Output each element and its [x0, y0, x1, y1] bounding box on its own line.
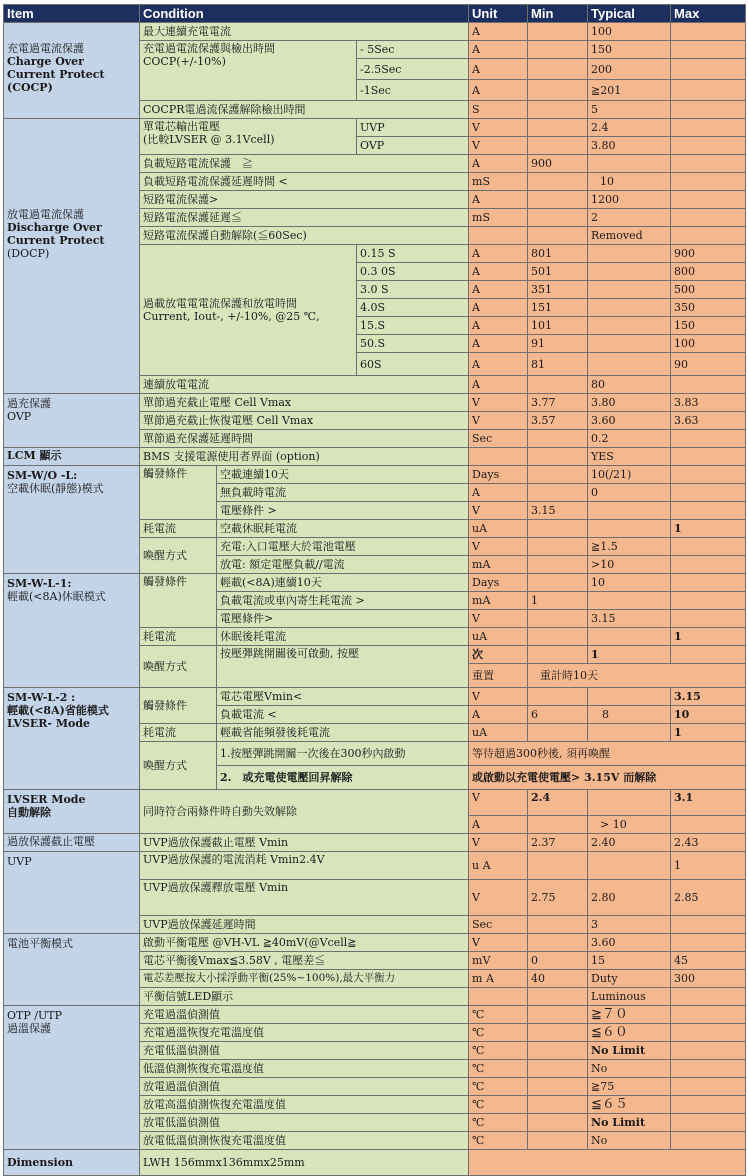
- table-row: 耗電流 休眠後耗電流 uA 1: [4, 628, 746, 646]
- section-label-cocp: 充電過電流保護 Charge Over Current Protect (COCP): [4, 23, 140, 119]
- table-row: 50.S A 91 100: [4, 335, 746, 353]
- table-row: UVP UVP過放保護的電流消耗 Vmin2.4V u A 1: [4, 852, 746, 880]
- header-max: Max: [671, 5, 746, 23]
- table-row: 15.S A 101 150: [4, 317, 746, 335]
- table-row: SM-W/O -L: 空載休眠(靜態)模式 觸發條件 空載連續10天 Days 10(/21): [4, 466, 746, 484]
- table-row: 電芯差壓按大小採浮動平衡(25%~100%),最大平衡力 m A 40 Duty 300: [4, 970, 746, 988]
- table-row: -2.5Sec A 200: [4, 59, 746, 80]
- table-row: 放電高溫偵測恢復充電溫度值 ℃ ≦６５: [4, 1096, 746, 1114]
- section-label-sm-wo-l: SM-W/O -L: 空載休眠(靜態)模式: [4, 466, 140, 574]
- table-row: 短路電流保護延遲≦ mS 2: [4, 209, 746, 227]
- table-row: Dimension LWH 156mmx136mmx25mm: [4, 1150, 746, 1176]
- table-row: 0.3 0S A 501 800: [4, 263, 746, 281]
- table-row: 電池平衡模式 啟動平衡電壓 @VH-VL ≧40mV(@Vcell≧ V 3.60: [4, 934, 746, 952]
- table-row: LCM 顯示 BMS 支援電源使用者界面 (option) YES: [4, 448, 746, 466]
- table-row: 耗電流 空載休眠耗電流 uA 1: [4, 520, 746, 538]
- table-row: 負載短路電流保護 ≧ A 900: [4, 155, 746, 173]
- table-row: 單節過充截止恢復電壓 Cell Vmax V 3.57 3.60 3.63: [4, 412, 746, 430]
- section-label-dimension: Dimension: [4, 1150, 140, 1176]
- table-row: -1Sec A ≧201: [4, 80, 746, 101]
- section-label-temperature: OTP /UTP 過溫保護: [4, 1006, 140, 1150]
- table-row: 平衡信號LED顯示 Luminous: [4, 988, 746, 1006]
- table-row: 充電過電流保護與檢出時間 COCP(+/-10%) - 5Sec A 150: [4, 41, 746, 59]
- table-row: LVSER Mode 自動解除 同時符合兩條件時自動失效解除 V 2.4 3.1: [4, 790, 746, 816]
- section-label-balance: 電池平衡模式: [4, 934, 140, 1006]
- table-row: 放電過溫偵測值 ℃ ≧75: [4, 1078, 746, 1096]
- table-row: 電芯平衡後Vmax≦3.58V , 電壓差≦ mV 0 15 45: [4, 952, 746, 970]
- header-row: [4, 5, 746, 23]
- table-row: 3.0 S A 351 500: [4, 281, 746, 299]
- table-row: 放電低溫偵測恢復充電溫度值 ℃ No: [4, 1132, 746, 1150]
- table-row: 短路電流保護自動解除(≦60Sec) Removed: [4, 227, 746, 245]
- table-row: 重置 重計時10天: [4, 664, 746, 688]
- section-label-sm-w-l-2: SM-W-L-2 : 輕載(<8A)省能模式 LVSER- Mode: [4, 688, 140, 790]
- section-label-lcm: LCM 顯示: [4, 448, 140, 466]
- table-row: 電壓條件 > V 3.15: [4, 502, 746, 520]
- table-row: 放電過電流保護 Discharge Over Current Protect (DOCP) 單電芯輸出電壓 (比較LVSER @ 3.1Vcell) UVP V 2.4: [4, 119, 746, 137]
- table-row: 2. 或充電使電壓回昇解除 或啟動以充電使電壓> 3.15V 而解除: [4, 766, 746, 790]
- table-row: A > 10: [4, 816, 746, 834]
- table-row: OVP V 3.80: [4, 137, 746, 155]
- table-row: 喚醒方式 1.按壓彈跳開關一次後在300秒內啟動 等待超過300秒後, 須再喚醒: [4, 742, 746, 766]
- table-row: 放電: 額定電壓負載//電流 mA >10: [4, 556, 746, 574]
- table-row: COCPR電過流保護解除檢出時間 S 5: [4, 101, 746, 119]
- table-row: 負載短路電流保護延遲時間 < mS 10: [4, 173, 746, 191]
- table-row: 放電低溫偵測值 ℃ No Limit: [4, 1114, 746, 1132]
- table-row: 過充保護 OVP 單節過充截止電壓 Cell Vmax V 3.77 3.80 3.83: [4, 394, 746, 412]
- section-label-docp: 放電過電流保護 Discharge Over Current Protect (DOCP): [4, 119, 140, 394]
- section-label-lvser: LVSER Mode 自動解除: [4, 790, 140, 834]
- section-label-uvp: UVP: [4, 852, 140, 934]
- header-typical: Typical: [588, 5, 671, 23]
- table-row: 電壓條件> V 3.15: [4, 610, 746, 628]
- table-row: UVP過放保護釋放電壓 Vmin V 2.75 2.80 2.85: [4, 880, 746, 916]
- table-row: 連續放電電流 A 80: [4, 376, 746, 394]
- table-row: SM-W-L-2 : 輕載(<8A)省能模式 LVSER- Mode 觸發條件 電芯電壓Vmin< V 3.15: [4, 688, 746, 706]
- table-row: 充電過溫恢復充電溫度值 ℃ ≦６０: [4, 1024, 746, 1042]
- table-row: 耗電流 輕載省能頻發後耗電流 uA 1: [4, 724, 746, 742]
- header-item: Item: [4, 5, 140, 23]
- table-row: 過放保護截止電壓 UVP過放保護截止電壓 Vmin V 2.37 2.40 2.43: [4, 834, 746, 852]
- section-label-ovp: 過充保護 OVP: [4, 394, 140, 448]
- header-unit: Unit: [469, 5, 528, 23]
- table-row: 負載電流 < A 6 8 10: [4, 706, 746, 724]
- table-row: 負載電流或車內寄生耗電流 > mA 1: [4, 592, 746, 610]
- table-row: 短路電流保護> A 1200: [4, 191, 746, 209]
- table-row: 低溫偵測恢復充電溫度值 ℃ No: [4, 1060, 746, 1078]
- header-condition: Condition: [140, 5, 469, 23]
- table-row: 4.0S A 151 350: [4, 299, 746, 317]
- spec-table: [3, 4, 746, 1176]
- table-row: 喚醒方式 按壓彈跳開關後可啟動, 按壓 次 1: [4, 646, 746, 664]
- table-row: OTP /UTP 過溫保護 充電過溫偵測值 ℃ ≧７０: [4, 1006, 746, 1024]
- table-row: UVP過放保護延遲時間 Sec 3: [4, 916, 746, 934]
- table-row: 單節過充保護延遲時間 Sec 0.2: [4, 430, 746, 448]
- table-row: 過載放電電電流保護和放電時間 Current, Iout-, +/-10%, @25 ℃, 0.15 S A 801 900: [4, 245, 746, 263]
- table-row: 60S A 81 90: [4, 353, 746, 376]
- table-row: SM-W-L-1: 輕載(<8A)休眠模式 觸發條件 輕載(<8A)連續10天 Days 10: [4, 574, 746, 592]
- section-label-cutoff: 過放保護截止電壓: [4, 834, 140, 852]
- header-min: Min: [528, 5, 588, 23]
- table-row: 充電過電流保護 Charge Over Current Protect (COCP) 最大連續充電電流 A 100: [4, 23, 746, 41]
- table-row: 充電低溫偵測值 ℃ No Limit: [4, 1042, 746, 1060]
- table-row: 無負載時電流 A 0: [4, 484, 746, 502]
- table-row: 喚醒方式 充電:入口電壓大於電池電壓 V ≧1.5: [4, 538, 746, 556]
- section-label-sm-w-l-1: SM-W-L-1: 輕載(<8A)休眠模式: [4, 574, 140, 688]
